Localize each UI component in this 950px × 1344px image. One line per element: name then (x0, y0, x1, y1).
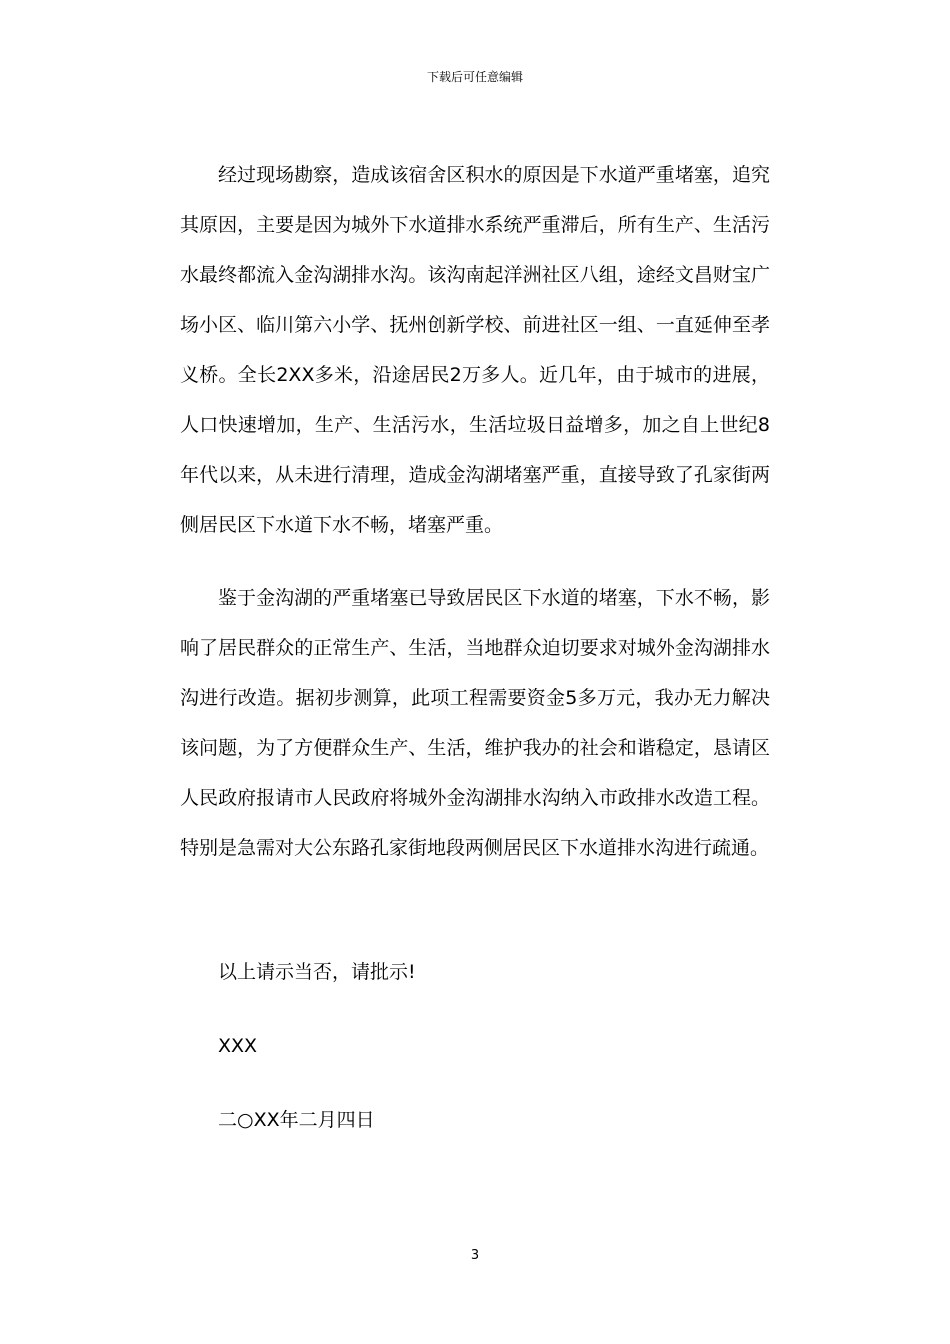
body-paragraph-1: 经过现场勘察，造成该宿舍区积水的原因是下水道严重堵塞，追究其原因，主要是因为城外下水道排水系统严重滞后，所有生产、生活污水最终都流入金沟湖排水沟。该沟南起洋洲社区八组，途经文昌财宝广场小区、临川第六小学、抚州创新学校、前进社区一组、一直延伸至孝义桥。全长2XX多米，沿途居民2万多人。近几年，由于城市的进展，人口快速增加，生产、生活污水，生活垃圾日益增多，加之自上世纪8年代以来，从未进行清理，造成金沟湖堵塞严重，直接导致了孔家街两侧居民区下水道下水不畅，堵塞严重。 (180, 164, 770, 536)
page-header: 下载后可任意编辑 (426, 70, 523, 84)
page-number: 3 (470, 1248, 480, 1263)
signer-name: XXX (218, 1035, 258, 1057)
closing-request: 以上请示当否，请批示! (218, 961, 416, 983)
body-paragraph-2: 鉴于金沟湖的严重堵塞已导致居民区下水道的堵塞，下水不畅，影响了居民群众的正常生产、生活，当地群众迫切要求对城外金沟湖排水沟进行改造。据初步测算，此项工程需要资金5多万元，我办无力解决该问题，为了方便群众生产、生活，维护我办的社会和谐稳定，恳请区人民政府报请市人民政府将城外金沟湖排水沟纳入市政排水改造工程。特别是急需对大公东路孔家街地段两侧居民区下水道排水沟进行疏通。 (180, 587, 770, 859)
document-date: 二○XX年二月四日 (218, 1109, 375, 1131)
